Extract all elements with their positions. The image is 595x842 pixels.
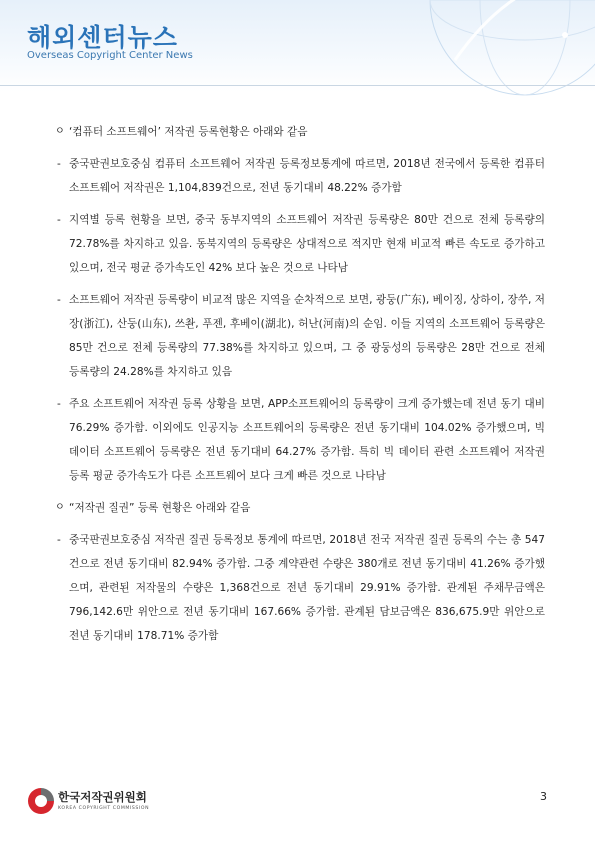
page-header — [0, 0, 595, 92]
list-item — [55, 392, 545, 488]
dash-marker: - — [57, 398, 61, 410]
list-item — [55, 528, 545, 648]
section-heading-text: “저작권 질권” 등록 현황은 아래와 같음 — [69, 502, 251, 514]
dash-marker: - — [57, 214, 61, 226]
list-item-text: 중국판권보호중심 저작권 질권 등록정보 통계에 따르면, 2018년 전국 저작권 질권 등록의 수는 총 547건으로 전년 동기대비 82.94% 증가함. 그중 계약관련 수량은 380개로 전년 동기대비 41.26% 증가했으며, 관련된 저작물의 수량은 1,368건으로 전년 동기대비 29.91% 증가함. 관계된 주채무금액은 796,142.6만 위안으로 전년 동기대비 167.66% 증가함. 관계된 담보금액은 836,675.9만 위안으로 전년 동기대비 178.71% 증가함 — [69, 534, 545, 642]
section-heading-text: ‘컴퓨터 소프트웨어’ 저작권 등록현황은 아래와 같음 — [69, 126, 308, 138]
bullet-marker: ㅇ — [55, 126, 65, 137]
list-item — [55, 208, 545, 280]
list-item-text: 주요 소프트웨어 저작권 등록 상황을 보면, APP소프트웨어의 등록량이 크게 증가했는데 전년 동기 대비 76.29% 증가함. 이외에도 인공지능 소프트웨어의 등록량은 전년 동기대비 104.02% 증가했으며, 빅 데이터 소프트웨어 등록량은 전년 동기대비 64.27% 증가함. 특히 빅 데이터 관련 소프트웨어 저작권 등록 평균 증가속도가 다른 소프트웨어 보다 크게 빠른 것으로 나타남 — [69, 398, 545, 482]
page-number: 3 — [540, 790, 547, 803]
section-heading — [55, 120, 545, 144]
header-divider — [0, 85, 595, 86]
list-item — [55, 288, 545, 384]
section-heading — [55, 496, 545, 520]
org-subtitle: KOREA COPYRIGHT COMMISSION — [58, 806, 150, 811]
list-item-text: 소프트웨어 저작권 등록량이 비교적 많은 지역을 순차적으로 보면, 광둥(广东), 베이징, 상하이, 장쑤, 저장(浙江), 산둥(山东), 쓰촨, 푸젠, 후베이(湖北), 허난(河南)의 순임. 이들 지역의 소프트웨어 등록량은 85만 건으로 전체 등록량의 77.38%를 차지하고 있으며, 그 중 광둥성의 등록량은 28만 건으로 전체 등록량의 24.28%를 차지하고 있음 — [69, 294, 545, 378]
dash-marker: - — [57, 158, 61, 170]
header-title: 해외센터뉴스 — [27, 23, 178, 52]
list-item-text: 지역별 등록 현황을 보면, 중국 동부지역의 소프트웨어 저작권 등록량은 80만 건으로 전체 등록량의 72.78%를 차지하고 있음. 동북지역의 등록량은 상대적으로 적지만 현재 비교적 빠른 속도로 증가하고 있으며, 전국 평균 증가속도인 42% 보다 높은 것으로 나타남 — [69, 214, 545, 274]
bullet-marker: ㅇ — [55, 502, 65, 513]
article-body — [55, 120, 545, 656]
dash-marker: - — [57, 534, 61, 546]
dash-marker: - — [57, 294, 61, 306]
list-item — [55, 152, 545, 200]
org-name: 한국저작권위원회 — [58, 790, 147, 804]
kcc-logo-icon — [26, 786, 56, 816]
list-item-text: 중국판권보호중심 컴퓨터 소프트웨어 저작권 등록정보통계에 따르면, 2018년 전국에서 등록한 컴퓨터 소프트웨어 저작권은 1,104,839건으로, 전년 동기대비 48.22% 증가함 — [69, 158, 545, 194]
header-subtitle: Overseas Copyright Center News — [27, 50, 193, 61]
